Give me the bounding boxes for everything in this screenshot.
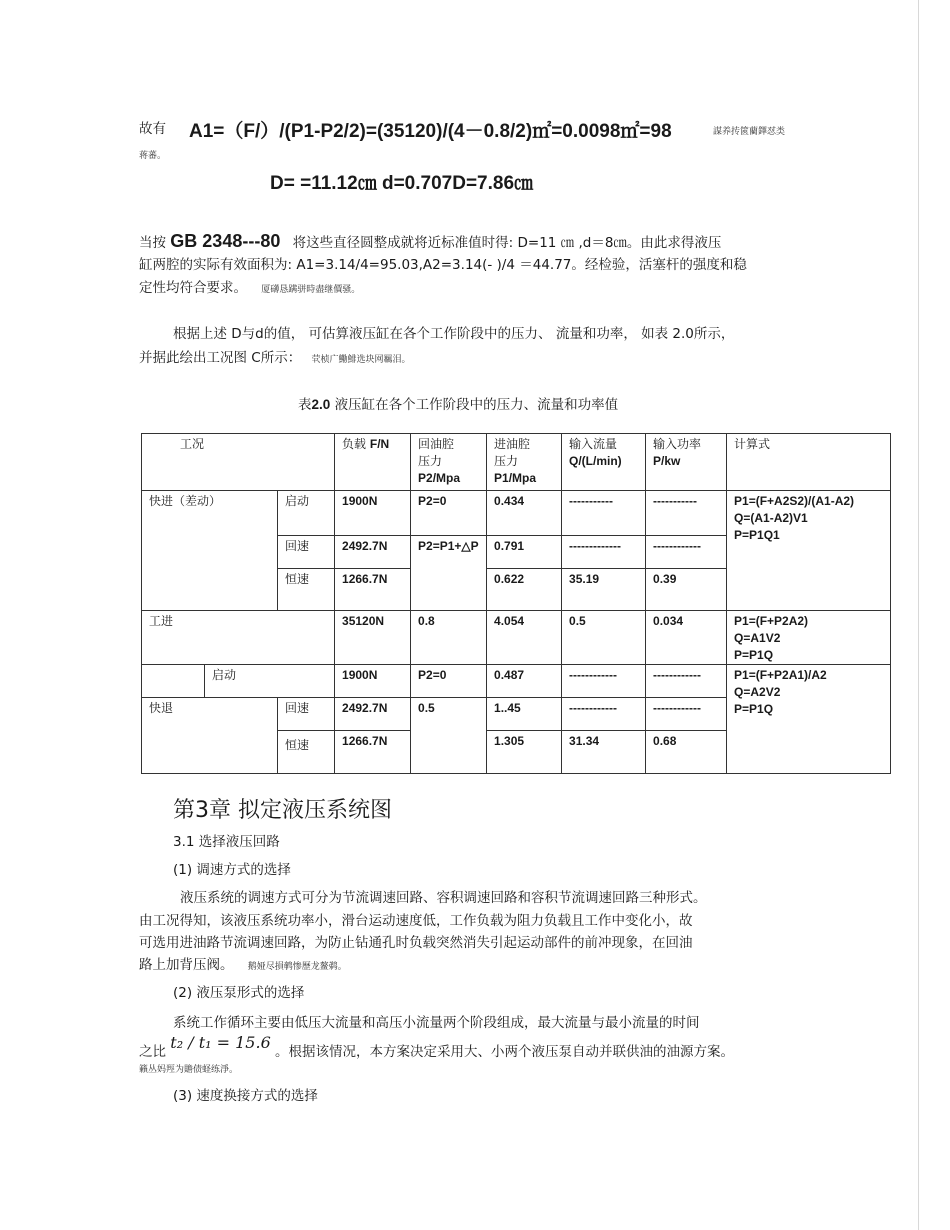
para-pump-line2 — [139, 1033, 735, 1063]
table-row — [142, 665, 891, 698]
work-fast-return: 快退 — [142, 698, 278, 774]
cell-p2: P2=0 — [411, 491, 487, 536]
time-ratio-formula: t₂ / t₁ = 15.6 — [170, 1033, 271, 1052]
header-return-pressure — [411, 434, 487, 491]
sub-return: 回速 — [278, 698, 335, 731]
header-input-power — [646, 434, 727, 491]
sub-constant: 恒速 — [278, 569, 335, 611]
header-flow-text: 输入流量 — [569, 437, 618, 451]
para-pump-rest: 。根据该情况，本方案决定采用大、小两个液压泵自动并联供油的油源方案。 — [275, 1044, 735, 1060]
a1-formula: A1=（F/）/(P1-P2/2)=(35120)/(4－0.8/2)㎡=0.0098㎡=98 — [189, 121, 672, 142]
blank-cell — [142, 665, 205, 698]
para-pump-line1: 系统工作循环主要由低压大流量和高压小流量两个阶段组成，最大流量与最小流量的时间 — [173, 1015, 700, 1031]
header-inlet-unit: P1/Mpa — [494, 471, 537, 485]
dd-paragraph-line1: 根据上述 D与d的值， 可估算液压缸在各个工作阶段中的压力、 流量和功率， 如表 2.0所示， — [173, 326, 735, 342]
cell-load: 35120N — [335, 611, 411, 665]
cell-formula-fast-forward — [727, 491, 891, 611]
dd-paragraph-line2 — [139, 347, 411, 371]
para-speed-line3: 可选用进油路节流调速回路，为防止钻通孔时负载突然消失引起运动部件的前冲现象，在回油 — [139, 935, 693, 951]
cell-power: 0.034 — [646, 611, 727, 665]
header-work: 工况 — [142, 434, 335, 491]
garble-text-2: 厦礴恳蹒骈時盡继價骚。 — [261, 285, 361, 295]
formula-line: P=P1Q — [734, 702, 774, 716]
cell-formula-work-feed — [727, 611, 891, 665]
sub-start: 启动 — [205, 665, 335, 698]
page-edge-rule — [918, 0, 919, 1230]
header-load — [335, 434, 411, 491]
gb-standard: GB 2348---80 — [170, 231, 281, 251]
para-speed-line4 — [139, 954, 347, 978]
table-header-row — [142, 434, 891, 491]
intro-gu-you: 故有 — [139, 121, 166, 137]
d-formula: D= =11.12㎝ d=0.707D=7.86㎝ — [270, 173, 534, 194]
table-caption — [298, 393, 618, 413]
cell-p2: 0.5 — [411, 698, 487, 774]
subsection-3: (3) 速度换接方式的选择 — [173, 1088, 318, 1104]
formula-line: P=P1Q — [734, 648, 774, 662]
cell-p1: 0.487 — [487, 665, 562, 698]
garble-text-4: 鹅娅尽損鹌惨歷龙鳌鹈。 — [247, 962, 347, 972]
garble-text-1b: 蒋蕃。 — [139, 151, 167, 161]
garble-text-1a: 謀养抟篋藺鐸怼类 — [713, 127, 786, 137]
cell-p1: 4.054 — [487, 611, 562, 665]
header-return-text2: 压力 — [418, 454, 443, 468]
dd-line2-text: 并据此绘出工况图 C所示： — [139, 350, 302, 366]
header-formula: 计算式 — [727, 434, 891, 491]
formula-line: Q=A1V2 — [734, 631, 781, 645]
cell-flow: ------------- — [562, 536, 646, 569]
cell-p1: 0.434 — [487, 491, 562, 536]
gb-paragraph-line1 — [139, 230, 721, 254]
table-caption-number: 2.0 — [311, 397, 331, 412]
formula-line: P1=(F+P2A1)/A2 — [734, 668, 827, 682]
formula-line: P=P1Q1 — [734, 528, 780, 542]
subsection-1: (1) 调速方式的选择 — [173, 862, 291, 878]
table-row — [142, 491, 891, 536]
work-fast-forward: 快进（差动） — [142, 491, 278, 611]
gb-line1-rest: 将这些直径圆整成就将近标准值时得: D=11 ㎝ ,d＝8㎝。由此求得液压 — [292, 235, 722, 251]
work-feed: 工进 — [142, 611, 335, 665]
formula-line: P1=(F+A2S2)/(A1-A2) — [734, 494, 855, 508]
para-speed-line2: 由工况得知，该液压系统功率小，滑台运动速度低，工作负载为阻力负载且工作中变化小，故 — [139, 913, 693, 929]
formula-line: P1=(F+P2A2) — [734, 614, 809, 628]
header-inlet-text2: 压力 — [494, 454, 519, 468]
cell-flow: 0.5 — [562, 611, 646, 665]
cell-p1: 0.791 — [487, 536, 562, 569]
sub-start: 启动 — [278, 491, 335, 536]
cell-power: ----------- — [646, 491, 727, 536]
cell-flow: 35.19 — [562, 569, 646, 611]
cell-p2: 0.8 — [411, 611, 487, 665]
cell-flow: ------------ — [562, 665, 646, 698]
cell-power: 0.68 — [646, 731, 727, 774]
cell-load: 1266.7N — [335, 731, 411, 774]
formula-line: Q=A2V2 — [734, 685, 781, 699]
cell-load: 1266.7N — [335, 569, 411, 611]
header-return-unit: P2/Mpa — [418, 471, 461, 485]
gb-paragraph-line3 — [139, 277, 360, 301]
cell-load: 1900N — [335, 665, 411, 698]
section-3-1: 3.1 选择液压回路 — [173, 834, 280, 850]
gb-paragraph-line2: 缸两腔的实际有效面积为: A1=3.14/4=95.03,A2=3.14(- )/4 ＝44.77。经检验，活塞杆的强度和稳 — [139, 257, 747, 273]
garble-text-5: 籟丛妈羥为贍债蛏练淨。 — [139, 1065, 239, 1075]
pressure-flow-power-table — [141, 433, 891, 774]
gb-line3-text: 定性均符合要求。 — [139, 280, 247, 296]
header-input-flow — [562, 434, 646, 491]
garble-text-3: 茕桢广鰳鯡选块网羈泪。 — [311, 355, 411, 365]
para-pump-prefix: 之比 — [139, 1044, 166, 1060]
sub-return: 回速 — [278, 536, 335, 569]
table-row — [142, 611, 891, 665]
cell-p1: 0.622 — [487, 569, 562, 611]
cell-load: 2492.7N — [335, 698, 411, 731]
header-load-text: 负载 — [342, 437, 367, 451]
table-caption-prefix: 表 — [298, 397, 312, 413]
header-return-text1: 回油腔 — [418, 437, 455, 451]
cell-power: ------------ — [646, 665, 727, 698]
header-load-unit: F/N — [369, 437, 390, 451]
cell-power: 0.39 — [646, 569, 727, 611]
gb-prefix: 当按 — [139, 235, 166, 251]
header-flow-unit: Q/(L/min) — [569, 454, 622, 468]
cell-p1: 1..45 — [487, 698, 562, 731]
table-caption-text: 液压缸在各个工作阶段中的压力、流量和功率值 — [330, 397, 619, 413]
cell-p1: 1.305 — [487, 731, 562, 774]
chapter-title: 第3章 拟定液压系统图 — [173, 798, 392, 823]
cell-power: ------------ — [646, 536, 727, 569]
header-power-unit: P/kw — [653, 454, 681, 468]
para-speed-line4-text: 路上加背压阀。 — [139, 957, 234, 973]
para-speed-line1: 液压系统的调速方式可分为节流调速回路、容积调速回路和容积节流调速回路三种形式。 — [180, 890, 707, 906]
sub-constant: 恒速 — [278, 731, 335, 774]
header-inlet-pressure — [487, 434, 562, 491]
cell-p2: P2=P1+△P — [411, 536, 487, 611]
cell-flow: ------------ — [562, 698, 646, 731]
cell-p2: P2=0 — [411, 665, 487, 698]
header-inlet-text1: 进油腔 — [494, 437, 531, 451]
cell-load: 1900N — [335, 491, 411, 536]
cell-load: 2492.7N — [335, 536, 411, 569]
cell-flow: ----------- — [562, 491, 646, 536]
header-power-text: 输入功率 — [653, 437, 702, 451]
cell-flow: 31.34 — [562, 731, 646, 774]
subsection-2: (2) 液压泵形式的选择 — [173, 985, 305, 1001]
formula-line: Q=(A1-A2)V1 — [734, 511, 808, 525]
cell-formula-fast-return — [727, 665, 891, 774]
cell-power: ------------ — [646, 698, 727, 731]
